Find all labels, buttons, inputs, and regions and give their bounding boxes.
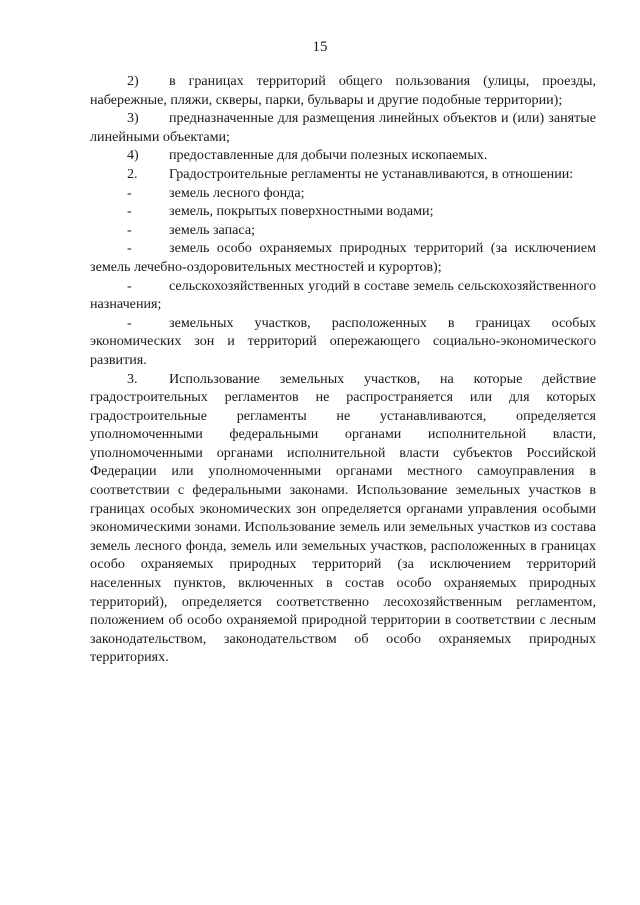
- document-body: [90, 72, 596, 667]
- section-number: 2.: [127, 165, 138, 182]
- list-item-3: [90, 109, 596, 146]
- bullet-text: земель, покрытых поверхностными водами;: [169, 203, 434, 220]
- bullet-text: земель особо охраняемых природных территорий (за исключением земель лечебно-оздоровительных местностей и курортов);: [90, 240, 596, 275]
- list-item-2: [90, 72, 596, 109]
- paragraph-text: Градостроительные регламенты не устанавливаются, в отношении:: [169, 165, 574, 182]
- bullet-marker: -: [127, 240, 132, 257]
- bullet-item: [90, 184, 596, 203]
- item-marker: 2): [127, 73, 139, 89]
- item-text: предоставленные для добычи полезных ископаемых.: [169, 147, 488, 164]
- bullet-item: [90, 277, 596, 314]
- item-marker: 4): [127, 147, 139, 164]
- item-marker: 3): [127, 110, 139, 127]
- bullet-marker: -: [127, 221, 132, 238]
- bullet-text: сельскохозяйственных угодий в составе земель сельскохозяйственного назначения;: [90, 277, 596, 313]
- bullet-marker: -: [127, 203, 132, 220]
- bullet-marker: -: [127, 277, 132, 294]
- page-number: 15: [312, 39, 328, 55]
- item-text: в границах территорий общего пользования (улицы, проезды, набережные, пляжи, скверы, парки, бульвары и другие подобные территории);: [90, 73, 596, 108]
- bullet-item: [90, 221, 596, 240]
- list-item-4: [90, 146, 596, 165]
- section-2-paragraph: [90, 165, 596, 184]
- section-3-paragraph: [90, 370, 596, 668]
- bullet-text: земель лесного фонда;: [169, 184, 305, 201]
- item-text: предназначенные для размещения линейных объектов и (или) занятые линейными объектами;: [90, 110, 596, 145]
- bullet-item: [90, 314, 596, 370]
- section-number: 3.: [127, 370, 138, 387]
- bullet-text: земель запаса;: [169, 221, 256, 238]
- bullet-item: [90, 202, 596, 221]
- paragraph-text: Использование земельных участков, на которые действие градостроительных регламентов не распространяется или для которых градостроительные регламенты не устанавливаются, определяется уполномоченными федеральными органами исполнительной власти, уполномоченными органами исполнительной власти субъектов Российской Федерации или уполномоченными органами местного самоуправления в соответствии с федеральными законами. Использование земельных участков в границах особых экономических зон определяется органами управления особыми экономическими зонами. Использование земель или земельных участков из состава земель лесного фонда, земель или земельных участков, расположенных в границах особо охраняемых природных территорий (за исключением территорий населенных пунктов, включенных в состав особо охраняемых природных территорий), определяется соответственно лесохозяйственным регламентом, положением об особо охраняемой природной территории в соответствии с лесным законодательством, законодательством об особо охраняемых природных территориях.: [90, 370, 596, 666]
- bullet-text: земельных участков, расположенных в границах особых экономических зон и территорий опережающего социально-экономического развития.: [90, 314, 596, 368]
- bullet-marker: -: [127, 314, 132, 331]
- bullet-marker: -: [127, 184, 132, 201]
- bullet-item: [90, 239, 596, 276]
